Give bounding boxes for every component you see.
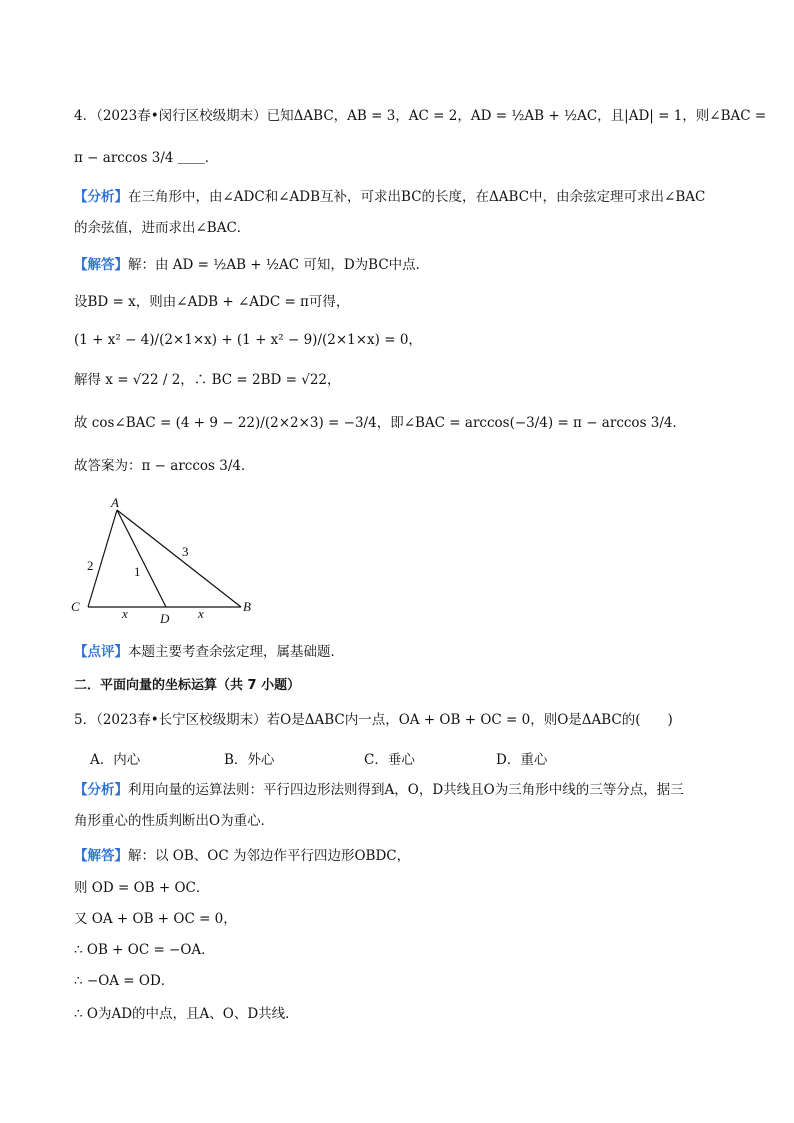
label-c: C [71,599,80,614]
q4-sol-5: 故 cos∠BAC = (4 + 9 − 22)/(2×2×3) = −3/4，即∠BAC = arccos(−3/4) = π − arccos 3/4． [74,415,687,431]
section-title: 二．平面向量的坐标运算（共 7 小题） [74,678,301,693]
label-ac-2: 2 [87,558,94,573]
q5-sol-3: 又 OA + OB + OC = 0， [74,911,237,927]
q4-sol-2: 设BD = x，则由∠ADB + ∠ADC = π可得， [74,294,350,310]
q5-sol-6: ∴ O为AD的中点，且A、O、D共线． [74,1006,299,1022]
q5-analysis-cont: 角形重心的性质判断出O为重心． [74,813,275,829]
label-ab-3: 3 [182,544,189,559]
label-db-x: x [198,606,204,621]
q4-analysis-cont: 的余弦值，进而求出∠BAC． [74,220,251,236]
comment-tag: 【点评】 [74,644,128,660]
q4-comment [74,642,344,662]
q5-solution [74,846,410,866]
q5-analysis [74,780,684,800]
q4-stem: 4．（2023春•闵行区校级期末）已知ΔABC，AB = 3，AC = 2，AD = ½AB + ½AC，且|AD| = 1，则∠BAC = [74,108,767,124]
solution-tag: 【解答】 [74,257,128,273]
label-b: B [243,599,251,614]
option-b: B．外心 [224,752,275,768]
label-a: A [111,495,119,510]
analysis-text: 在三角形中，由∠ADC和∠ADB互补，可求出BC的长度，在ΔABC中，由余弦定理可求出∠BAC [128,189,706,205]
solution-tag: 【解答】 [74,848,128,864]
q5-sol-2: 则 OD = OB + OC． [74,880,210,896]
solution-text: 解：以 OB、OC 为邻边作平行四边形OBDC， [128,848,411,864]
option-d: D．重心 [496,752,548,768]
analysis-text: 利用向量的运算法则：平行四边形法则得到A，O，D共线且O为三角形中线的三等分点，据三 [128,782,684,798]
q4-sol-3: (1 + x² − 4)/(2×1×x) + (1 + x² − 9)/(2×1×x) = 0， [74,332,422,348]
q4-answer: π − arccos 3/4 ＿＿． [74,150,219,166]
q4-sol-6: 故答案为：π − arccos 3/4． [74,458,255,474]
comment-text: 本题主要考查余弦定理，属基础题． [128,644,344,660]
analysis-tag: 【分析】 [74,782,128,798]
triangle-figure [60,490,280,630]
label-cd-x: x [122,606,128,621]
q4-solution [74,255,429,275]
q5-stem: 5．（2023春•长宁区校级期末）若O是ΔABC内一点，OA + OB + OC = 0，则O是ΔABC的( ) [74,712,673,728]
q5-sol-5: ∴ −OA = OD． [74,973,175,989]
analysis-tag: 【分析】 [74,189,128,205]
q5-sol-4: ∴ OB + OC = −OA． [74,942,215,958]
solution-text: 解：由 AD = ½AB + ½AC 可知，D为BC中点． [128,257,430,273]
side-ab [117,510,241,607]
option-c: C．垂心 [364,752,415,768]
q4-analysis [74,187,705,207]
label-ad-1: 1 [134,564,141,579]
q4-sol-4: 解得 x = √22 / 2，∴ BC = 2BD = √22， [74,372,341,388]
option-a: A．内心 [90,752,141,768]
segment-ad [117,510,166,607]
label-d: D [160,611,170,626]
